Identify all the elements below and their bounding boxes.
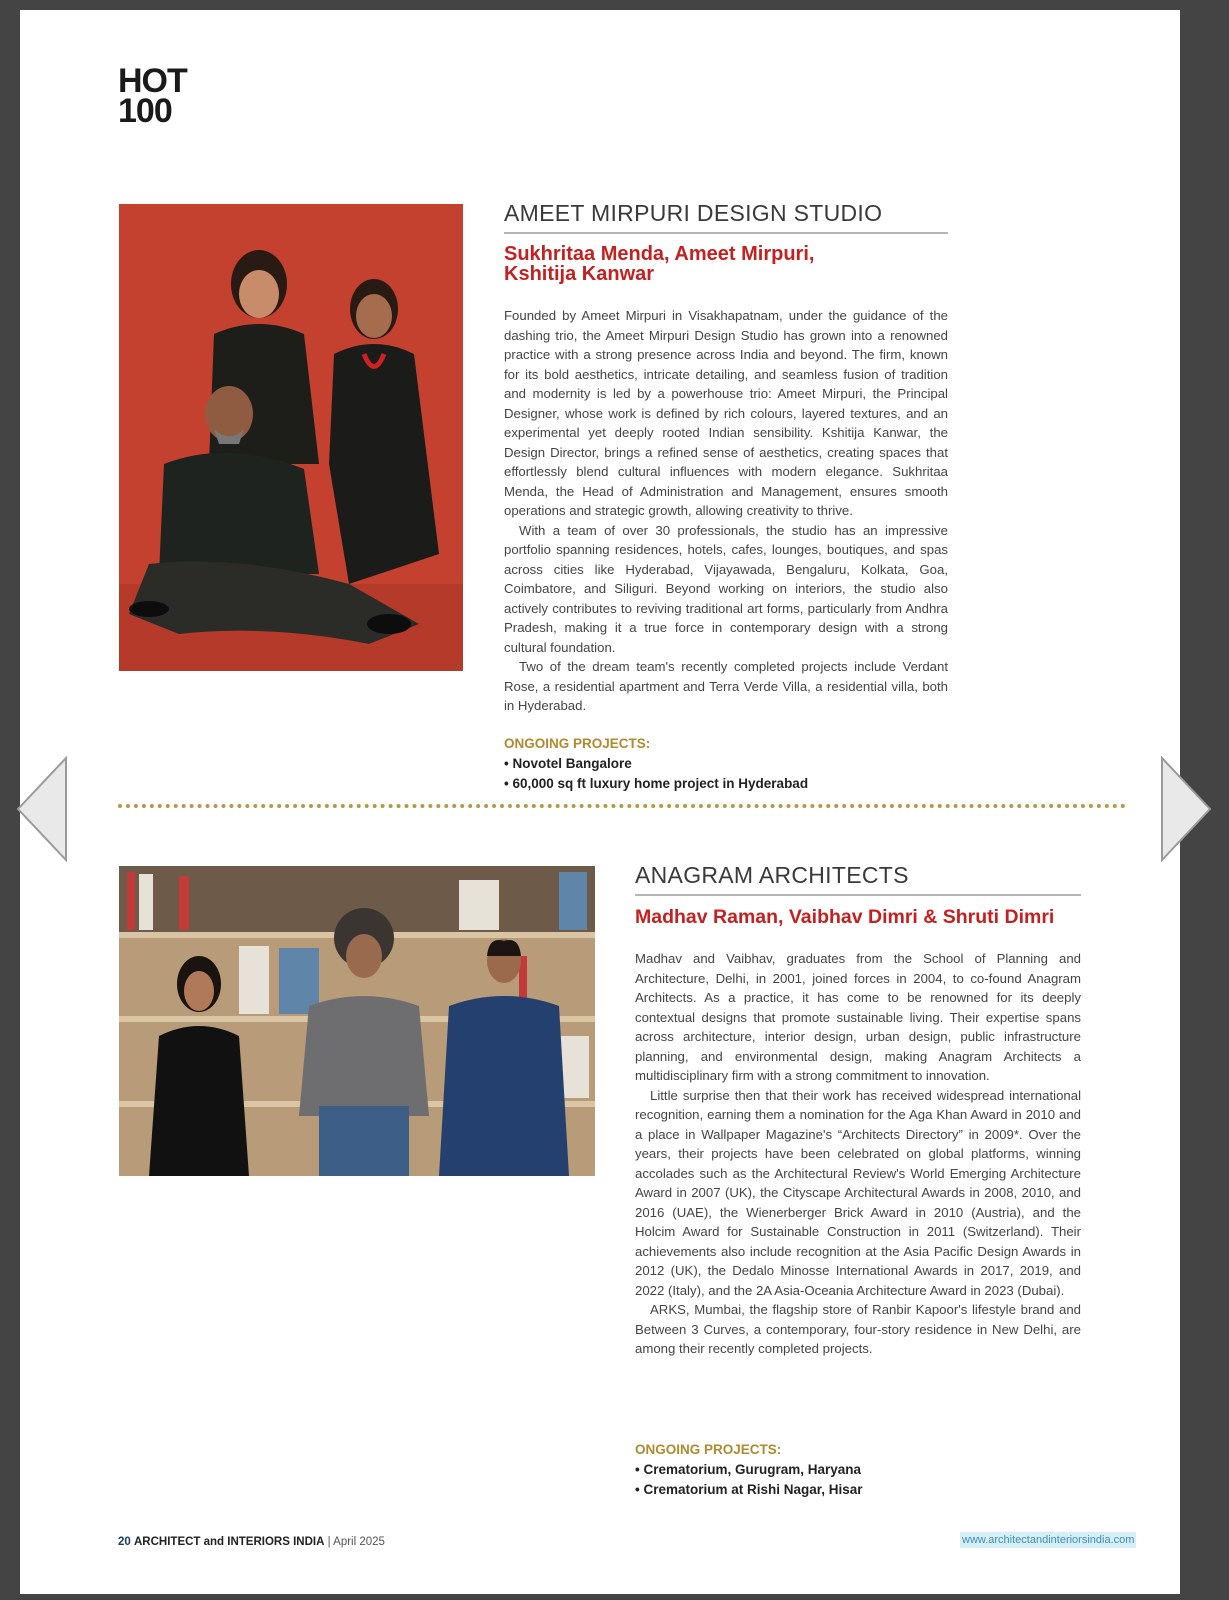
previous-page-arrow-icon[interactable] bbox=[16, 756, 70, 862]
hot-100-logo bbox=[118, 62, 187, 130]
team-names-anagram: Madhav Raman, Vaibhav Dimri & Shruti Dimri bbox=[635, 906, 1055, 928]
photo-ameet-mirpuri-team bbox=[119, 204, 463, 671]
paragraph: Founded by Ameet Mirpuri in Visakhapatnam, under the guidance of the dashing trio, the Ameet Mirpuri Design Studio has grown into a renowned practice with a strong presence across India and beyond. The firm, known for its bold aesthetics, intricate detailing, and seamless fusion of tradition and modernity is led by a powerhouse trio: Ameet Mirpuri, the Principal Designer, whose work is defined by rich colours, layered textures, and an experimental yet deeply rooted Indian sensibility. Kshitija Kanwar, the Design Director, brings a refined sense of aesthetics, creating spaces that effortlessly blend cultural influences with modern elegance. Sukhritaa Menda, the Head of Administration and Management, ensures smooth operations and strategic growth, allowing creativity to thrive. bbox=[504, 308, 948, 518]
paragraph: ARKS, Mumbai, the flagship store of Ranbir Kapoor's lifestyle brand and Between 3 Curves, a contemporary, four-story residence in New Delhi, are among their recently completed projects. bbox=[635, 1302, 1081, 1356]
names-line-2: Kshitija Kanwar bbox=[504, 263, 655, 285]
ongoing-label: ONGOING PROJECTS: bbox=[504, 736, 651, 751]
dotted-divider bbox=[118, 804, 1126, 808]
next-page-arrow-icon[interactable] bbox=[1158, 756, 1212, 862]
website-link[interactable]: www.architectandinteriorsindia.com bbox=[962, 1534, 1135, 1546]
ongoing-item: • Novotel Bangalore bbox=[504, 756, 632, 771]
section-title-anagram-architects: ANAGRAM ARCHITECTS bbox=[635, 862, 1081, 896]
page-number: 20 bbox=[118, 1536, 131, 1548]
magazine-page bbox=[20, 10, 1180, 1594]
publication-name: ARCHITECT and INTERIORS INDIA bbox=[134, 1536, 325, 1548]
photo-anagram-architects-team bbox=[119, 866, 595, 1176]
ongoing-item: • Crematorium at Rishi Nagar, Hisar bbox=[635, 1482, 863, 1497]
logo-line-1: HOT bbox=[118, 62, 187, 100]
photo-illustration bbox=[119, 866, 595, 1176]
paragraph: Little surprise then that their work has received widespread international recognition, earning them a nomination for the Aga Khan Award in 2010 and a place in Wallpaper Magazine's “Architects Directory” in 2009*. Over the years, their projects have been celebrated on global platforms, winning accolades such as the Architectural Review's World Emerging Architecture Award in 2007 (UK), the Cityscape Architectural Awards in 2008, 2010, and 2016 (UAE), the Wienerberger Brick Award in 2010 (Austria), and the Holcim Award for Sustainable Construction in 2011 (Switzerland). Their achievements also include recognition at the Asia Pacific Design Awards in 2012 (UK), the Dedalo Minosse International Awards in 2017, 2019, and 2022 (Italy), and the 2A Asia-Oceania Architecture Award in 2023 (Dubai). bbox=[635, 1087, 1081, 1298]
article-body-anagram bbox=[635, 949, 1081, 1359]
ongoing-item: • 60,000 sq ft luxury home project in Hyderabad bbox=[504, 776, 809, 791]
paragraph: Madhav and Vaibhav, graduates from the School of Planning and Architecture, Delhi, in 2001, joined forces in 2004, to co-found Anagram Architects. As a practice, it has come to be renowned for its deeply contextual designs that promote sustainable living. Their expertise spans across architecture, interior design, urban design, public infrastructure planning, and environmental design, making Anagram Architects a multidisciplinary firm with a strong commitment to innovation. bbox=[635, 951, 1081, 1083]
paragraph: Two of the dream team's recently completed projects include Verdant Rose, a residential apartment and Terra Verde Villa, a residential villa, both in Hyderabad. bbox=[504, 659, 948, 713]
logo-line-2: 100 bbox=[118, 92, 172, 130]
issue-date: April 2025 bbox=[333, 1536, 385, 1548]
ongoing-item: • Crematorium, Gurugram, Haryana bbox=[635, 1462, 862, 1477]
paragraph: With a team of over 30 professionals, the studio has an impressive portfolio spanning residences, hotels, cafes, lounges, boutiques, and spas across cities like Hyderabad, Vijayawada, Bengaluru, Kolkata, Goa, Coimbatore, and Siliguri. Beyond working on interiors, the studio also actively contributes to reviving traditional art forms, particularly from Andhra Pradesh, making it a true force in contemporary design with a strong cultural foundation. bbox=[504, 522, 948, 655]
team-names-ameet-mirpuri bbox=[504, 244, 948, 284]
page-footer bbox=[118, 1536, 385, 1548]
ongoing-projects-anagram bbox=[635, 1440, 1081, 1500]
ongoing-label: ONGOING PROJECTS: bbox=[635, 1442, 782, 1457]
photo-illustration bbox=[119, 204, 463, 671]
article-body-ameet-mirpuri bbox=[504, 306, 948, 716]
footer-separator: | bbox=[327, 1536, 331, 1548]
section-title-ameet-mirpuri: AMEET MIRPURI DESIGN STUDIO bbox=[504, 200, 948, 234]
names-line-1: Sukhritaa Menda, Ameet Mirpuri, bbox=[504, 243, 815, 265]
ongoing-projects-ameet-mirpuri bbox=[504, 734, 948, 794]
